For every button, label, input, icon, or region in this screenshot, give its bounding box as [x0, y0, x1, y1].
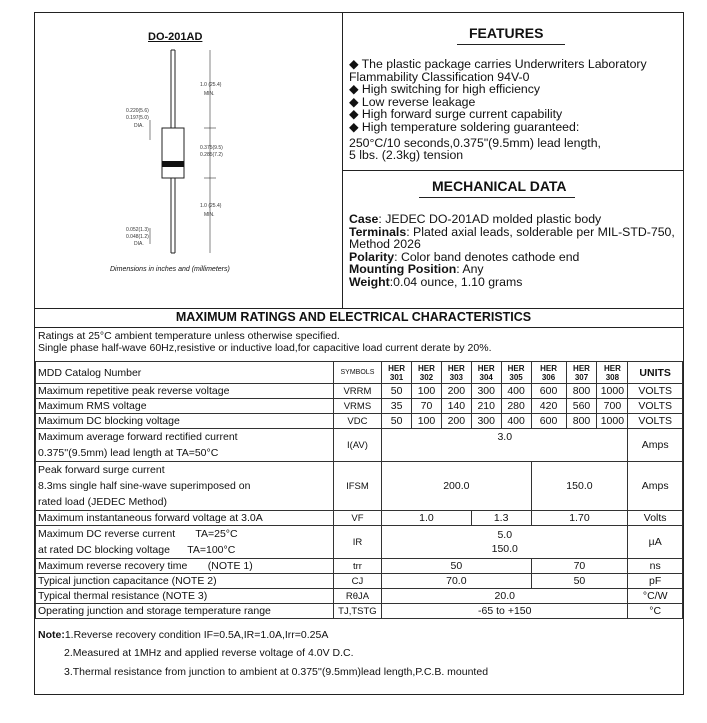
part-header: HER 303 — [441, 362, 471, 384]
terminals-text: : Plated axial leads, solderable per MIL-STD-750, — [406, 224, 675, 239]
features-underline — [457, 44, 565, 45]
row-symbol: VF — [333, 511, 381, 526]
feature-item: ◆ High forward surge current capability — [349, 107, 563, 122]
cell: 1.70 — [531, 511, 628, 526]
row-unit: VOLTS — [628, 384, 683, 399]
package-title: DO-201AD — [148, 31, 203, 43]
case-label: Case — [349, 212, 379, 226]
top-lead-dim: 1.0 (25.4) — [200, 82, 222, 88]
part-header: HER 301 — [382, 362, 412, 384]
row-label: Typical junction capacitance (NOTE 2) — [36, 574, 334, 589]
row-unit: pF — [628, 574, 683, 589]
row-label: Maximum RMS voltage — [36, 399, 334, 414]
cell: 50 — [531, 574, 628, 589]
cell: 400 — [501, 414, 531, 429]
lead-dia-1: 0.052(1.3) — [126, 227, 149, 233]
catalog-header: MDD Catalog Number — [36, 362, 334, 384]
table-row — [36, 526, 683, 559]
cell: 50 — [382, 414, 412, 429]
feature-item: Flammability Classification 94V-0 — [349, 69, 530, 84]
feature-item: 5 lbs. (2.3kg) tension — [349, 148, 464, 163]
bottom-lead-dim: 1.0 (25.4) — [200, 203, 222, 209]
part-header: HER 304 — [471, 362, 501, 384]
body-len-1: 0.375(9.5) — [200, 145, 223, 151]
part-header: HER 308 — [597, 362, 628, 384]
cell: 100 — [412, 384, 442, 399]
cell: 20.0 — [382, 589, 628, 604]
ratings-note-1: Ratings at 25°C ambient temperature unless otherwise specified. — [38, 330, 340, 342]
row-label: Maximum average forward rectified current 0.375''(9.5mm) lead length at TA=50°C — [36, 429, 334, 462]
table-row — [36, 399, 683, 414]
table-row — [36, 604, 683, 619]
row-symbol: trr — [333, 559, 381, 574]
cell: 70 — [531, 559, 628, 574]
features-mech-divider — [342, 170, 684, 171]
note-2: 2.Measured at 1MHz and applied reverse voltage of 4.0V D.C. — [64, 647, 354, 659]
table-row — [36, 574, 683, 589]
table-header-row — [36, 362, 683, 384]
cell: 150.0 — [531, 462, 628, 511]
body-dia-3: DIA. — [134, 123, 144, 129]
ratings-divider — [34, 308, 684, 309]
row-label: Maximum DC reverse current TA=25°C at rated DC blocking voltage TA=100°C — [36, 526, 334, 559]
feature-item: ◆ The plastic package carries Underwriters Laboratory — [349, 57, 647, 71]
row-symbol: VRRM — [333, 384, 381, 399]
mechanical-list — [349, 213, 675, 289]
table-row — [36, 589, 683, 604]
cell: -65 to +150 — [382, 604, 628, 619]
row-label: Maximum instantaneous forward voltage at 3.0A — [36, 511, 334, 526]
lead-dia-3: DIA. — [134, 241, 144, 247]
terminals-text-2: Method 2026 — [349, 237, 421, 252]
features-list — [349, 58, 647, 162]
polarity-label: Polarity — [349, 249, 395, 264]
cell: 300 — [471, 414, 501, 429]
mounting-label: Mounting Position — [349, 262, 457, 277]
body-len-2: 0.285(7.2) — [200, 152, 223, 158]
row-unit: VOLTS — [628, 414, 683, 429]
row-label: Peak forward surge current 8.3ms single half sine-wave superimposed on rated load (JEDEC Method) — [36, 462, 334, 511]
row-unit: µA — [628, 526, 683, 559]
cell: 140 — [441, 399, 471, 414]
cell: 560 — [566, 399, 597, 414]
cell: 200 — [441, 414, 471, 429]
cell: 1.3 — [471, 511, 531, 526]
cell: 35 — [382, 399, 412, 414]
cell: 700 — [597, 399, 628, 414]
row-label: Typical thermal resistance (NOTE 3) — [36, 589, 334, 604]
row-symbol: VRMS — [333, 399, 381, 414]
cell: 1.0 — [382, 511, 472, 526]
cell: 420 — [531, 399, 566, 414]
part-header: HER 306 — [531, 362, 566, 384]
row-unit: ns — [628, 559, 683, 574]
cell: 70 — [412, 399, 442, 414]
feature-item: ◆ High switching for high efficiency — [349, 82, 541, 97]
table-row — [36, 429, 683, 462]
features-title: FEATURES — [469, 25, 544, 41]
feature-item: ◆ Low reverse leakage — [349, 94, 476, 109]
body-dia-2: 0.197(5.0) — [126, 115, 149, 121]
cell: 3.0 — [382, 429, 628, 462]
part-header: HER 305 — [501, 362, 531, 384]
top-divider-vertical — [342, 12, 343, 308]
top-lead-min: MIN. — [204, 91, 215, 97]
part-header: HER 307 — [566, 362, 597, 384]
table-row — [36, 414, 683, 429]
row-unit: Volts — [628, 511, 683, 526]
polarity-text: : Color band denotes cathode end — [394, 249, 580, 264]
ratings-title: MAXIMUM RATINGS AND ELECTRICAL CHARACTERISTICS — [175, 310, 532, 324]
table-row — [36, 559, 683, 574]
ratings-note-2: Single phase half-wave 60Hz,resistive or inductive load,for capacitive load current derate by 20%. — [38, 342, 492, 354]
cell: 1000 — [597, 384, 628, 399]
weight-text: :0.04 ounce, 1.10 grams — [389, 274, 523, 289]
lead-dia-2: 0.048(1.2) — [126, 234, 149, 240]
mounting-text: : Any — [456, 262, 484, 277]
row-unit: VOLTS — [628, 399, 683, 414]
row-symbol: CJ — [333, 574, 381, 589]
row-symbol: RθJA — [333, 589, 381, 604]
cell: 100 — [412, 414, 442, 429]
table-row — [36, 384, 683, 399]
part-header: HER 302 — [412, 362, 442, 384]
row-symbol: IR — [333, 526, 381, 559]
row-symbol: TJ,TSTG — [333, 604, 381, 619]
row-unit: Amps — [628, 462, 683, 511]
row-label: Maximum DC blocking voltage — [36, 414, 334, 429]
cell: 280 — [501, 399, 531, 414]
table-row — [36, 462, 683, 511]
cell: 600 — [531, 384, 566, 399]
cell: 70.0 — [382, 574, 531, 589]
row-symbol: IFSM — [333, 462, 381, 511]
cell: 200.0 — [382, 462, 531, 511]
bottom-lead-min: MIN. — [204, 212, 215, 218]
case-text: : JEDEC DO-201AD molded plastic body — [378, 212, 602, 226]
package-caption: Dimensions in inches and (millimeters) — [110, 266, 230, 273]
cell: 50 — [382, 384, 412, 399]
mechanical-underline — [419, 197, 575, 198]
ratings-table — [35, 361, 683, 619]
row-unit: °C/W — [628, 589, 683, 604]
note-1: Note:1.Reverse recovery condition IF=0.5A,IR=1.0A,Irr=0.25A — [38, 629, 329, 641]
cell: 800 — [566, 384, 597, 399]
row-unit: Amps — [628, 429, 683, 462]
cell: 1000 — [597, 414, 628, 429]
row-label: Operating junction and storage temperature range — [36, 604, 334, 619]
cell: 800 — [566, 414, 597, 429]
note-3: 3.Thermal resistance from junction to ambient at 0.375''(9.5mm)lead length,P.C.B. mounted — [64, 666, 489, 678]
row-symbol: VDC — [333, 414, 381, 429]
mechanical-title: MECHANICAL DATA — [432, 178, 567, 194]
cell: 200 — [441, 384, 471, 399]
feature-item: ◆ High temperature soldering guaranteed: — [349, 119, 580, 134]
table-row — [36, 511, 683, 526]
row-label: Maximum repetitive peak reverse voltage — [36, 384, 334, 399]
units-header: UNITS — [628, 362, 683, 384]
terminals-label: Terminals — [349, 224, 407, 239]
body-dia-1: 0.220(5.6) — [126, 108, 149, 114]
cell: 5.0 150.0 — [382, 526, 628, 559]
cell: 600 — [531, 414, 566, 429]
cell: 50 — [382, 559, 531, 574]
cell: 210 — [471, 399, 501, 414]
row-symbol: I(AV) — [333, 429, 381, 462]
ratings-title-divider — [34, 327, 684, 328]
row-unit: °C — [628, 604, 683, 619]
cell: 400 — [501, 384, 531, 399]
cell: 300 — [471, 384, 501, 399]
feature-item: 250°C/10 seconds,0.375"(9.5mm) lead length, — [349, 135, 601, 150]
row-label: Maximum reverse recovery time (NOTE 1) — [36, 559, 334, 574]
weight-label: Weight — [349, 274, 390, 289]
symbols-header: SYMBOLS — [333, 362, 381, 384]
